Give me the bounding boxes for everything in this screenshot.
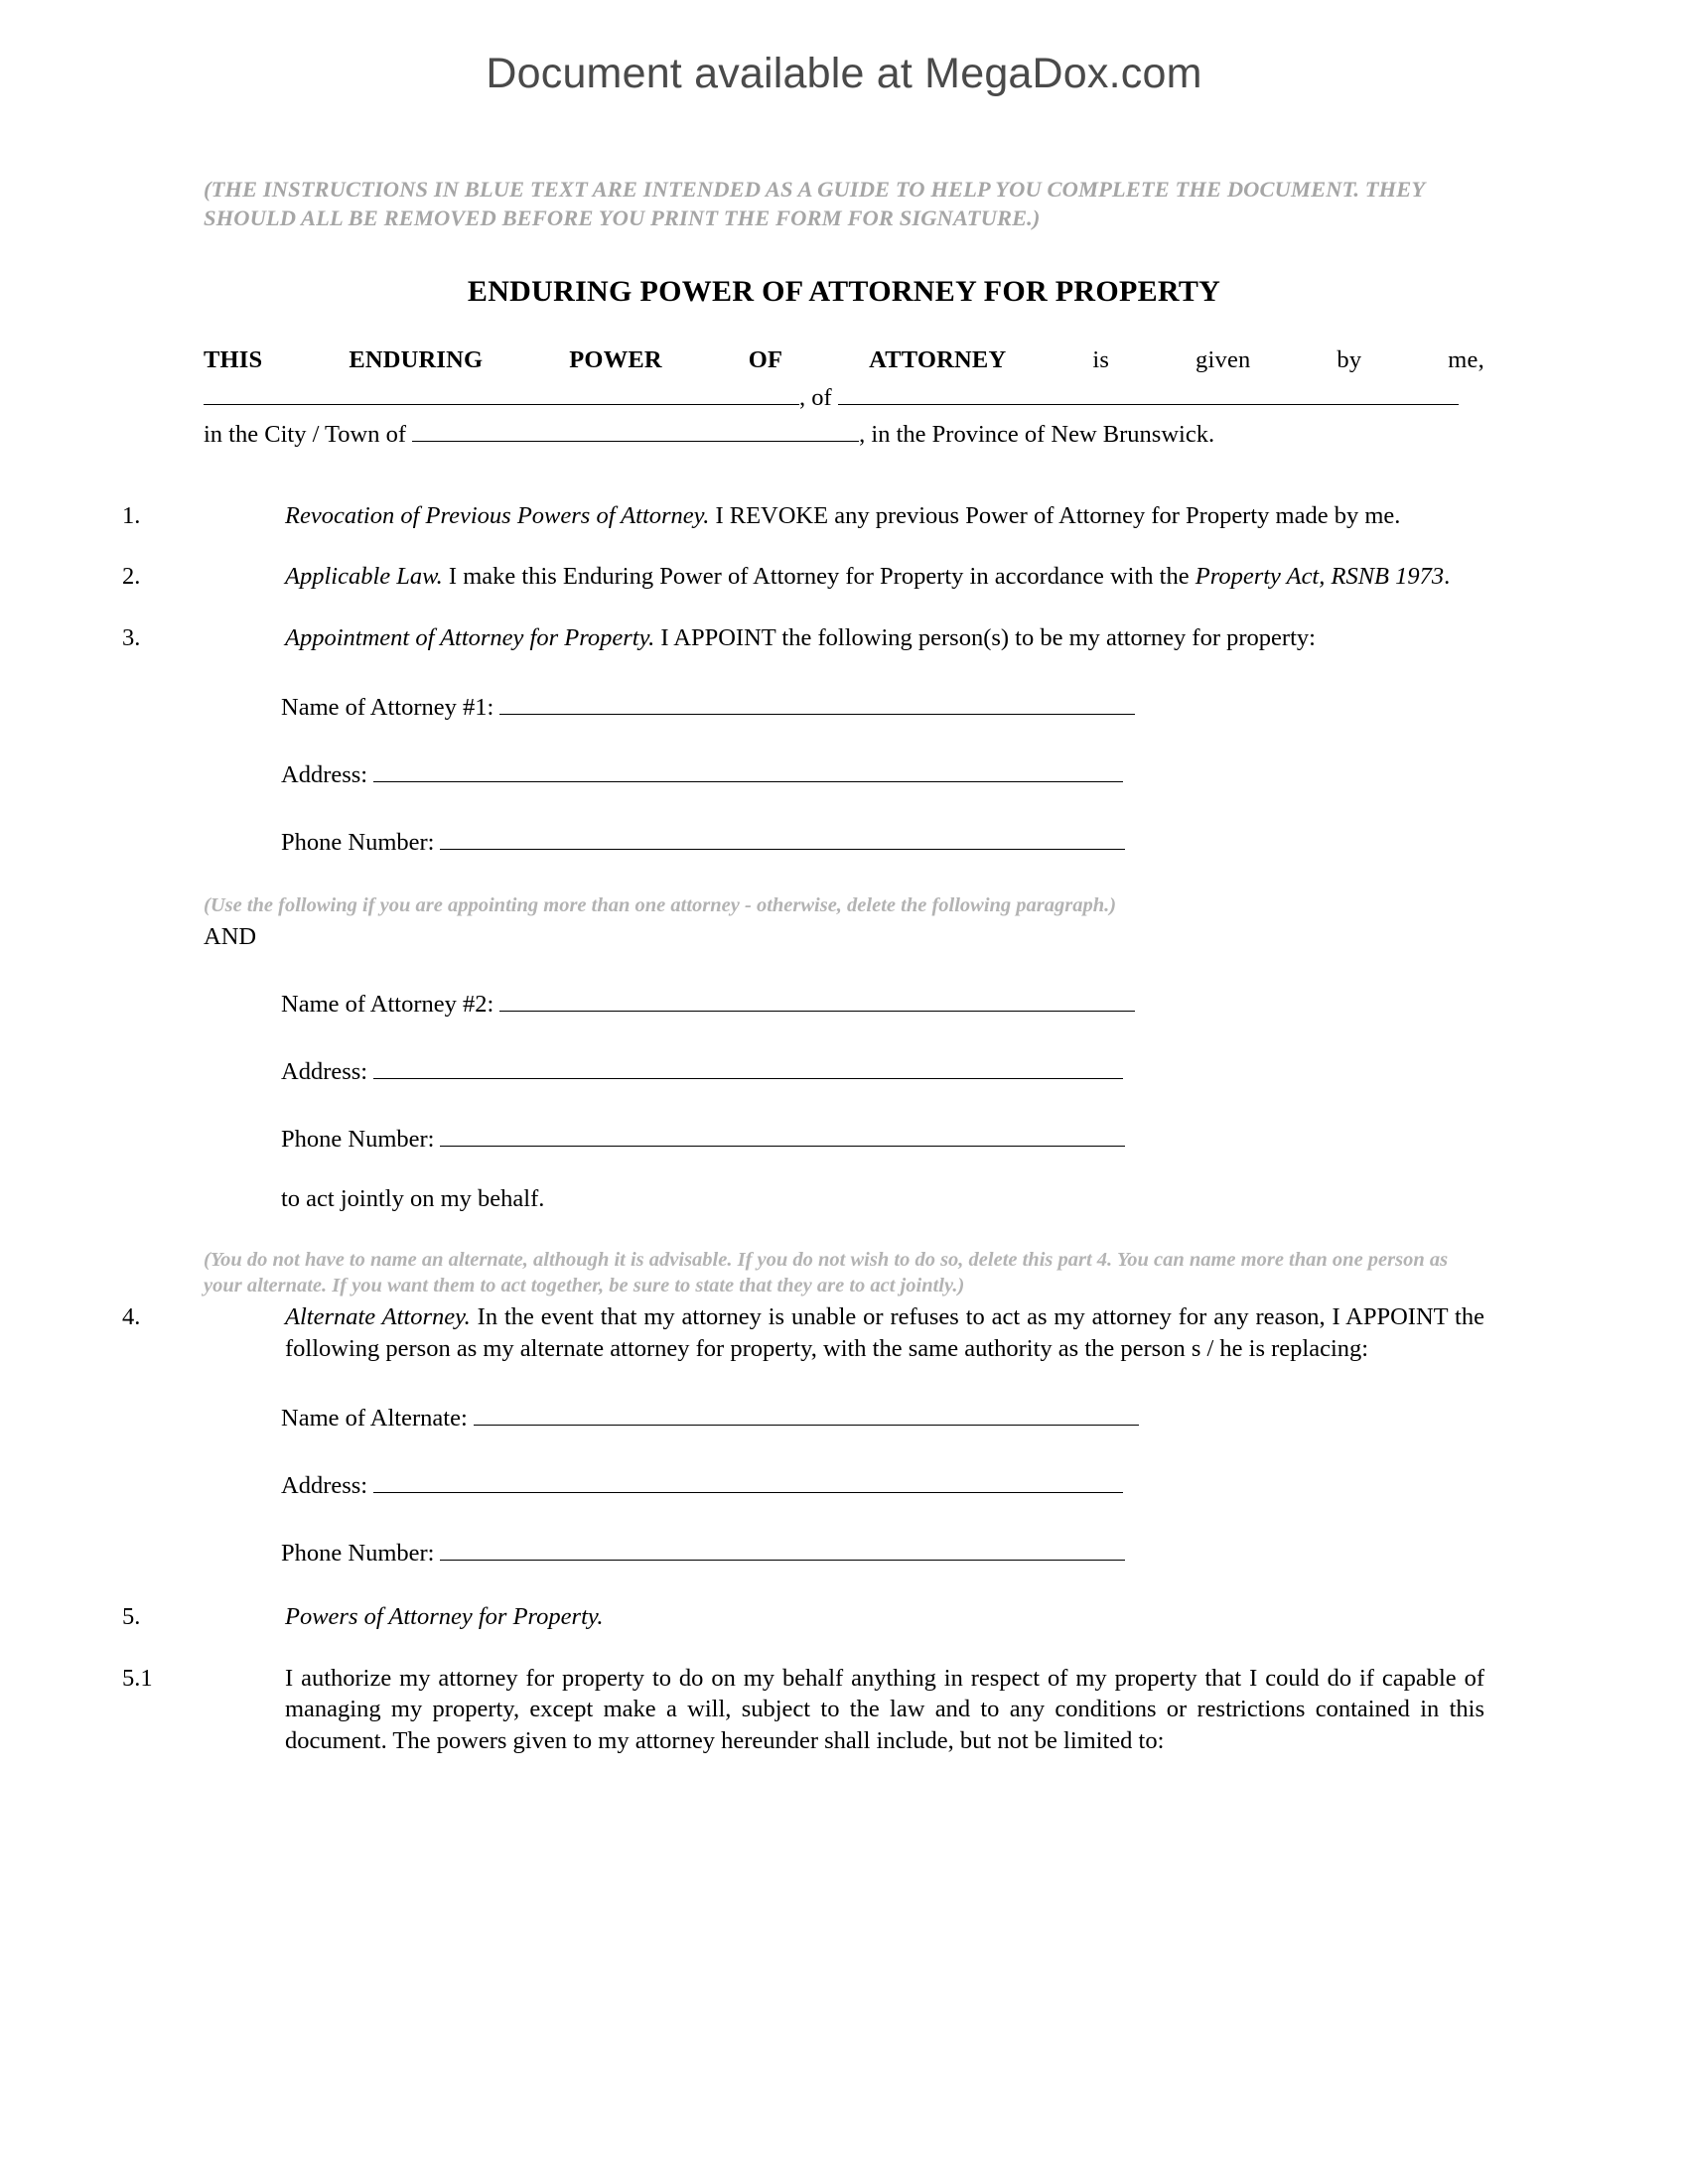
clause-2-heading: Applicable Law. bbox=[285, 563, 443, 591]
opening-word-attorney: ATTORNEY bbox=[869, 345, 1007, 373]
clause-3-text: I APPOINT the following person(s) to be my attorney for property: bbox=[654, 624, 1316, 652]
city-town-row bbox=[204, 415, 1484, 453]
opening-word-given: given bbox=[1196, 345, 1251, 373]
clause-3-number: 3. bbox=[122, 624, 141, 652]
clause-5 bbox=[122, 1601, 1484, 1633]
top-instruction-note: (THE INSTRUCTIONS IN BLUE TEXT ARE INTENDED AS A GUIDE TO HELP YOU COMPLETE THE DOCUMENT. THEY SHOULD ALL BE REMOVED BEFORE YOU PRINT THE FORM FOR SIGNATURE.) bbox=[204, 177, 1425, 230]
clause-2-statute: Property Act, RSNB 1973 bbox=[1195, 563, 1445, 591]
opening-word-is: is bbox=[1092, 345, 1110, 373]
clause-4-number: 4. bbox=[122, 1303, 141, 1331]
clause-2-number: 2. bbox=[122, 563, 141, 591]
alternate-address-row bbox=[204, 1466, 1484, 1500]
alternate-name-label: Name of Alternate: bbox=[281, 1404, 468, 1432]
opening-word-of: OF bbox=[748, 345, 783, 373]
city-town-label: in the City / Town of bbox=[204, 421, 407, 449]
alternate-address-blank[interactable] bbox=[373, 1466, 1123, 1493]
clause-1-text: I REVOKE any previous Power of Attorney for Property made by me. bbox=[709, 501, 1401, 529]
attorney2-address-row bbox=[204, 1052, 1484, 1086]
clause-5-1-number: 5.1 bbox=[122, 1664, 153, 1692]
attorney1-phone-label: Phone Number: bbox=[281, 829, 435, 857]
clause-1-number: 1. bbox=[122, 501, 141, 529]
page-title: ENDURING POWER OF ATTORNEY FOR PROPERTY bbox=[467, 274, 1221, 308]
province-text: , in the Province of New Brunswick. bbox=[859, 421, 1215, 449]
attorney1-name-row bbox=[204, 688, 1484, 722]
attorney1-name-blank[interactable] bbox=[499, 688, 1135, 715]
of-connector: , of bbox=[799, 383, 832, 411]
act-jointly-text: to act jointly on my behalf. bbox=[281, 1184, 545, 1212]
opening-word-this: THIS bbox=[204, 345, 263, 373]
attorney2-name-label: Name of Attorney #2: bbox=[281, 990, 494, 1018]
opening-words-row bbox=[204, 346, 1484, 374]
clause-3-heading: Appointment of Attorney for Property. bbox=[285, 624, 655, 652]
attorney2-address-blank[interactable] bbox=[373, 1052, 1123, 1079]
alternate-phone-row bbox=[204, 1534, 1484, 1568]
city-town-blank[interactable] bbox=[412, 415, 859, 442]
attorney2-name-blank[interactable] bbox=[499, 985, 1135, 1012]
attorney1-address-blank[interactable] bbox=[373, 755, 1123, 782]
clause-2-text: I make this Enduring Power of Attorney for Property in accordance with the bbox=[442, 563, 1196, 591]
attorney2-name-row bbox=[204, 985, 1484, 1019]
alternate-phone-blank[interactable] bbox=[440, 1534, 1125, 1561]
attorney1-address-row bbox=[204, 755, 1484, 789]
clause-3 bbox=[122, 622, 1484, 654]
opening-word-by: by bbox=[1336, 345, 1362, 373]
attorney2-address-label: Address: bbox=[281, 1057, 368, 1085]
clause-4-heading: Alternate Attorney. bbox=[285, 1303, 471, 1331]
attorney1-name-label: Name of Attorney #1: bbox=[281, 694, 494, 722]
attorney2-phone-blank[interactable] bbox=[440, 1120, 1125, 1147]
alternate-name-row bbox=[204, 1399, 1484, 1433]
alternate-address-label: Address: bbox=[281, 1471, 368, 1499]
attorney2-phone-row bbox=[204, 1120, 1484, 1154]
opening-word-me: me, bbox=[1448, 345, 1484, 373]
clause-5-number: 5. bbox=[122, 1602, 141, 1630]
alternate-phone-label: Phone Number: bbox=[281, 1539, 435, 1567]
clause-5-heading: Powers of Attorney for Property. bbox=[285, 1602, 604, 1630]
attorney2-phone-label: Phone Number: bbox=[281, 1125, 435, 1153]
instruction-multiple-attorneys: (Use the following if you are appointing more than one attorney - otherwise, delete the following paragraph.) bbox=[204, 894, 1117, 917]
and-word: AND bbox=[204, 922, 257, 950]
alternate-name-blank[interactable] bbox=[474, 1399, 1139, 1426]
clause-5-1 bbox=[122, 1663, 1484, 1758]
opening-word-enduring: ENDURING bbox=[349, 345, 484, 373]
attorney1-address-label: Address: bbox=[281, 761, 368, 789]
clause-4 bbox=[122, 1301, 1484, 1365]
clause-4-text: In the event that my attorney is unable or refuses to act as my attorney for any reason, I APPOINT the following person as my alternate attorney for property, with the same authority as the person s / he is replacing: bbox=[285, 1303, 1484, 1362]
grantor-address-blank[interactable] bbox=[838, 378, 1459, 405]
clause-2-text-tail: . bbox=[1444, 563, 1451, 591]
instruction-alternate-attorney: (You do not have to name an alternate, although it is advisable. If you do not wish to do so, delete this part 4. You can name more than one person as your alternate. If you want them to act together, be sure to state that they are to act jointly.) bbox=[204, 1248, 1449, 1297]
clause-1-heading: Revocation of Previous Powers of Attorney. bbox=[285, 501, 710, 529]
attorney1-phone-blank[interactable] bbox=[440, 823, 1125, 850]
grantor-name-blank[interactable] bbox=[204, 378, 799, 405]
attorney1-phone-row bbox=[204, 823, 1484, 857]
opening-word-power: POWER bbox=[569, 345, 662, 373]
document-body bbox=[122, 98, 1484, 1757]
grantor-name-address-row bbox=[204, 378, 1484, 416]
clause-1 bbox=[122, 500, 1484, 532]
clause-5-1-text: I authorize my attorney for property to do on my behalf anything in respect of my property that I could do if capable of managing my property, except make a will, subject to the law and to any conditions or restrictions contained in this document. The powers given to my attorney hereunder shall include, but not be limited to: bbox=[285, 1664, 1484, 1755]
megadox-watermark: Document available at MegaDox.com bbox=[486, 50, 1202, 97]
clause-2 bbox=[122, 561, 1484, 593]
